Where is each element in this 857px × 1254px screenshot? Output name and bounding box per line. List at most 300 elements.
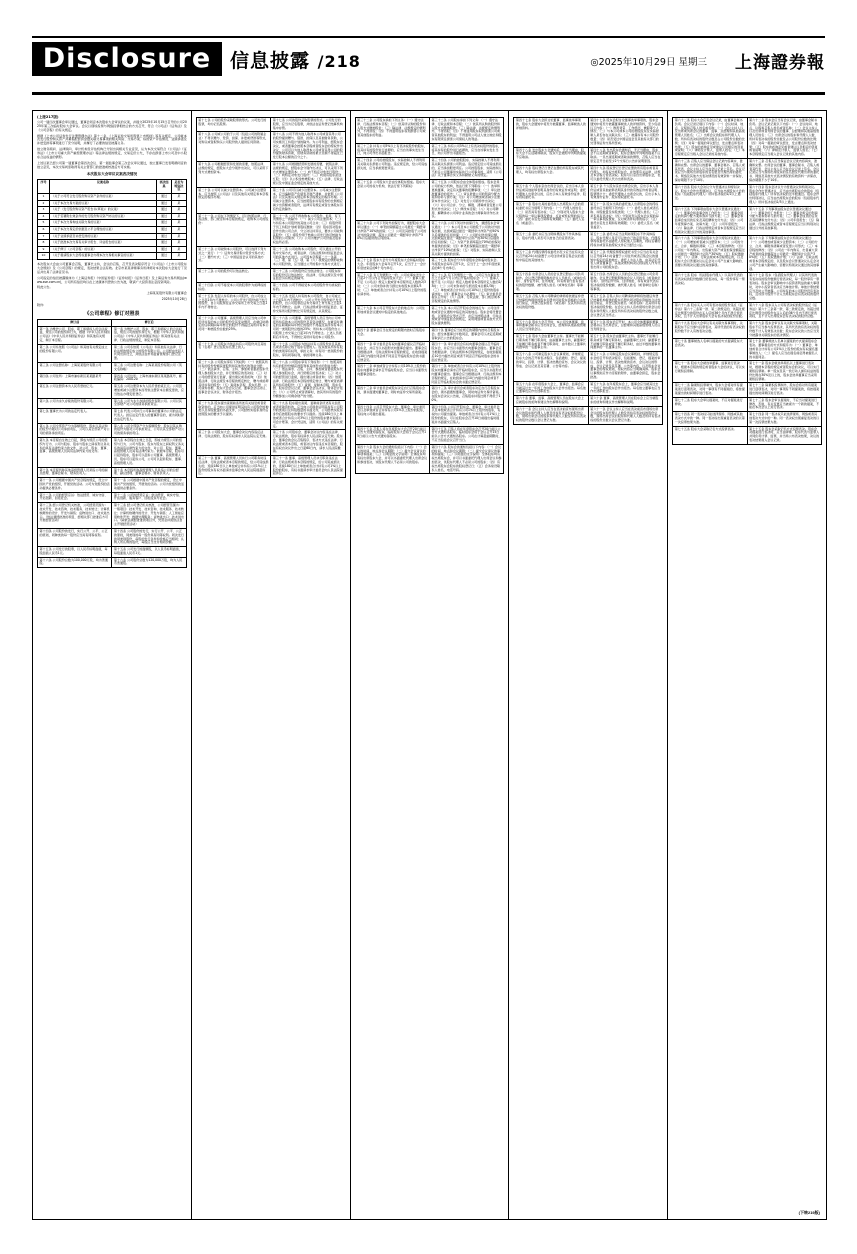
cell-after: 第三十九条 本公司召开股东会的地点为：公司住所地或者会议通知中指定的其他地点。股东会将设置会场，以现场会议形式召开，并应当按照法律、行政法规或者中国证监会的规定，采用网络或者其他方式为股东提供便利。	[429, 306, 503, 328]
cell-after: 第十一条 公司根据中国共产党章程的规定，设立中国共产党的组织，开展党的活动。公司为党组织的活动提供必要条件。	[112, 478, 186, 492]
cell-before: 第二十三条 公司的股份可以依法转让。	[196, 268, 270, 282]
table-row	[673, 206, 822, 236]
table-row	[196, 359, 345, 400]
table-row	[38, 503, 187, 529]
cell-after: 第三十条 公司股东会、董事会决议内容违反法律、行政法规的，股东有权请求人民法院认定无效。股东会、董事会的会议召集程序、表决方式违反法律、行政法规或者本章程，或者决议内容违反本章程的，股东有权自决议作出之日起60日内，请求人民法院撤销。	[271, 430, 345, 456]
cell-after: 第四条 公司住所：上海市浦东新区某某路某号，邮政编码：200120	[112, 373, 186, 384]
table-row	[355, 426, 504, 444]
table-row	[38, 207, 187, 214]
cell-after: 第五十九条 在年度股东会上，董事会应当就其过去一年的工作向股东会作出报告。每名独立董事也应当作出述职报告。	[588, 381, 662, 395]
cell-before: 第二十二条 公司收购本公司股份，可以选择下列方式之一进行：（一）证券交易所集中竞价交易方式；（二）要约方式；（三）中国证监会认可的其他方式。	[196, 246, 270, 268]
column-2	[191, 111, 350, 1219]
cell-after: 第六十三条 召集人应当保证会议记录内容真实、准确和完整。出席会议的董事、董事会秘书、召集人或者其代表、会议主持人应当在会议记录上签名。会议记录应当与现场出席股东的签名册及代理出席的委托书、网络及其他方式表决情况的有效资料一并保存，保存期限不少于10年。	[747, 158, 821, 184]
table-row	[355, 328, 504, 342]
cell-before: 第四十条 董事会应当在规定的期限内按时召集股东大会。	[355, 328, 429, 342]
table-row	[196, 161, 345, 187]
cell-before: 第六十七条 股东（包括股东代理人）以其所代表的有表决权的股份数额行使表决权，每一股份享有一票表决权。	[673, 273, 747, 303]
cell-after: 第六十九条 股东会审议有关关联交易事项时，关联股东不应当参与投票表决，其所代表的有表决权的股份数不计入有效表决总数；股东会决议的公告应当充分披露非关联股东的表决情况。	[747, 321, 821, 339]
table-row	[355, 342, 504, 364]
table-row	[673, 397, 822, 411]
cell-after: 第五十七条 股东会由董事长主持。董事长不能履行职务或者不履行职务时，由副董事长主持；副董事长不能履行职务或者不履行职务时，由过半数的董事共同推举的一名董事主持。	[588, 334, 662, 352]
lead-paragraph: 公司一届四次董事会审议通过，董事会同意本次股东大会审议的议案，并提交2025年10月15日召开的公司2025年第三次临时股东大会审议。会议以现场投票与网络投票相结合的方式召开，符合《公司法》《证券法》及《公司章程》的有关规定。	[37, 119, 187, 132]
cell-after: 第三十七条 股东会分为年度股东会和临时股东会。年度股东会每年召开1次，应当于上一会计年度结束后的6个月内举行。	[429, 258, 503, 272]
cell-after: 第五十二条 委托书应当注明如果股东不作具体指示，股东代理人是否可以按自己的意思表决。代理投票授权委托书由委托人授权他人签署的，授权签署的授权书或者其他授权文件应当经过公证。	[588, 231, 662, 249]
cell-after: 第三十八条 有下列情形之一的，公司应当在事实发生之日起2个月以内召开临时股东会：（一）董事人数不足《公司法》规定人数或者本章程所定人数的2/3时；（二）公司未弥补的亏损达股本总额1/3时；（三）单独或者合计持有公司10%以上股份的股东请求时；（四）董事会认为必要时；（五）审计委员会提议召开时；（六）法律、行政法规、部门规章或本章程规定的其他情形。	[429, 272, 503, 305]
cell-before: 第十一条 公司根据中国共产党章程的规定，设立中国共产党的组织，开展党的活动。公司为党组织的活动提供必要条件。	[38, 478, 112, 492]
cell-before: 第六十条 董事、监事、高级管理人员在股东大会上应就股东的质询和建议作出解释和说明。	[514, 396, 588, 407]
cell-after: 第六十七条 股东（包括股东代理人）以其所代表的有表决权的股份数额行使表决权，每一股份享有一票表决权。股东会审议影响中小投资者利益的重大事项时，对中小投资者表决应当单独计票。单独计票结果应当及时公开披露。公司持有的本公司股份没有表决权，且该部分股份不计入出席股东会有表决权的股份总数。	[747, 273, 821, 303]
table-row	[38, 409, 187, 423]
table-row	[38, 363, 187, 374]
table-row	[673, 184, 822, 206]
table-row	[38, 492, 187, 503]
cell-after: 第四十一条 审计委员会有权向董事会提议召开临时股东会，并应当以书面形式向董事会提出。董事会应当根据法律、行政法规和本章程的规定，在收到提案后10日内提出同意或者不同意召开临时股东会的书面反馈意见。	[429, 342, 503, 364]
table-row	[38, 226, 187, 233]
cell-after: 第二十一条 公司不得收购本公司股份。但是，有下列情形之一的除外：（一）减少公司注册资本；（二）与持有本公司股份的其他公司合并；（三）将股份用于员工持股计划或者股权激励；（四）股东因对股东会作出的公司合并、分立决议持异议，要求公司收购其股份；（五）将股份用于转换公司发行的可转换为股票的公司债券；（六）公司为维护公司价值及股东权益所必需。	[271, 213, 345, 246]
vote-result-table	[37, 179, 187, 260]
cell-proposal: 《关于本次交易构成关联交易的议案》	[49, 220, 156, 227]
vote-table-title: 本次股东大会审议议案表决情况	[86, 171, 138, 176]
cell-index: 4	[38, 213, 50, 220]
cell-after: 第七十五条 股东会采取记名方式投票表决。股东会对提案进行表决时，应当由律师、股东代表与监票人共同负责计票、监票，并当场公布表决结果，决议的表决结果载入会议记录。	[747, 426, 821, 444]
table-row	[355, 306, 504, 328]
cell-after: 第四十五条 召集人将在年度股东会召开20日前以公告方式通知各股东，临时股东会将于会议召开15日前以公告方式通知各股东。公司在计算起始期限时，不应当包括会议召开当日。	[429, 426, 503, 444]
cell-after: 第三十三条 持有公司5%以上有表决权股份的股东，将其持有的股份进行质押的，应当自该事实发生当日，向公司作出书面报告。	[429, 143, 503, 157]
table-row	[673, 158, 822, 184]
page-number: /218	[317, 52, 361, 71]
cell-result: 通过	[157, 226, 172, 233]
cell-before: 第四十八条 发出股东大会通知后，无正当理由，股东大会不应延期或取消，股东大会通知中列明的提案不应取消。	[514, 147, 588, 165]
cell-before: 第四十七条 股东大会拟讨论董事、监事选举事项的，股东大会通知中将充分披露董事、监事候选人的详细资料。	[514, 118, 588, 148]
cell-before: 第五十五条 召集人和公司聘请的律师将依据证券登记结算机构提供的股东名册共同对股东资格的合法性进行验证，并登记股东姓名（或名称）及其所持有表决权的股份数。	[514, 293, 588, 319]
cell-after: 第四十四条 公司召开股东会，董事会、审计委员会以及单独或者合计持有公司1%以上股份的股东，有权向公司提出提案。单独或者合计持有公司1%以上股份的股东，可以在股东会召开10日前提出临时提案并书面提交召集人。	[429, 404, 503, 426]
cell-result: 通过	[157, 233, 172, 240]
cell-before: 第十七条 公司的股份采取股票的形式。公司发行的股票，均为记名股票。	[196, 118, 270, 132]
cell-before: 第二十四条 公司不接受本公司的股票作为质押权的标的。	[196, 283, 270, 294]
cell-after: 第四十七条 股东会拟讨论董事选举事项的，股东会通知中将充分披露董事候选人的详细资料，至少包括以下内容：（一）教育背景、工作经历、兼职等个人情况；（二）与本公司或本公司的控股股东及实际控制人是否存在关联关系；（三）披露持有本公司股份数量；（四）是否受过中国证监会及其他有关部门的处罚和证券交易所惩戒。	[588, 118, 662, 148]
cell-special: 是	[171, 226, 186, 233]
table-row	[38, 437, 187, 467]
table-row	[673, 236, 822, 273]
cell-before: 第五十六条 股东大会召开时，本公司全体董事、监事和董事会秘书应当出席会议，经理和其他高级管理人员应当列席会议。	[514, 319, 588, 333]
cell-before: 第六十八条 股东买入公司有表决权的股份违反《证券法》第六十三条第一款、第二款规定的，该超过规定比例部分的股份在买入后的36个月内不得行使表决权，且不计入出席股东大会有表决权的股份总数。	[673, 303, 747, 321]
cell-before: 第二十五条 发起人持有的本公司股份，自公司成立之日起1年内不得转让。公司公开发行股份前已发行的股份，自公司股票在证券交易所上市交易之日起1年内不得转让。	[196, 293, 270, 315]
table-row	[38, 344, 187, 362]
cell-result: 通过	[157, 207, 172, 214]
cell-before: 第四条 公司住所：上海市浦东新区某某路某号	[38, 373, 112, 384]
column-1	[33, 111, 191, 1219]
cell-before: 第七条 董事长为公司的法定代表人。	[38, 409, 112, 423]
table-row	[38, 326, 187, 344]
column-3	[350, 111, 509, 1219]
table-header-row	[38, 180, 187, 194]
cell-after: 第十四条 公司股份的发行，实行公开、公平、公正的原则，同类别的每一股份具有同等权利。同次发行的同类别股份，每股的发行条件和价格应当相同；认购人所认购的股份，每股应当支付相同价额。	[112, 528, 186, 546]
cell-before: 第五十七条 股东大会由董事长主持。董事长不能履行职务或不履行职务时，由副董事长主持，副董事长不能履行职务或者不履行职务时，由半数以上董事共同推举的一名董事主持。	[514, 334, 588, 352]
cell-before: 第三十五条 公司股东大会由全体股东组成。股东大会是公司的权力机构，依法行使下列职权：	[355, 180, 429, 221]
cell-result: 通过	[157, 246, 172, 253]
table-row	[514, 271, 663, 293]
table-row	[673, 426, 822, 444]
sign-company: 上海某某股份有限公司董事会	[146, 291, 187, 296]
table-row	[38, 253, 187, 260]
table-row	[196, 187, 345, 213]
cell-after: 第三十一条 董事、高级管理人员执行职务违反法律、行政法规或者本章程的规定，给公司造成损失的，连续180日以上单独或者合计持有公司1%以上股份的股东，有权书面请求审计委员会向人民法院提起诉讼。	[271, 456, 345, 478]
table-row	[38, 240, 187, 247]
cell-proposal: 《关于本次交易定价依据及公平合理性的议案》	[49, 226, 156, 233]
cell-result: 通过	[157, 213, 172, 220]
cell-after: 第二条 公司系依照《公司法》和其他有关法律、行政法规的规定成立的股份有限公司。公司经由发起人共同出资设立，并依法在市场监督管理部门登记注册。	[112, 344, 186, 362]
cell-proposal: 《关于修订〈公司章程〉的议案》	[49, 246, 156, 253]
cell-before: 第七十一条 股东大会就选举董事、监事进行表决时，根据本章程的规定或者股东大会的决议，可以实行累积投票制。	[673, 361, 747, 383]
table-row	[38, 557, 187, 568]
cell-before: 第七十条 董事候选人名单以提案的方式提请股东大会表决。	[673, 339, 747, 361]
table-row	[355, 158, 504, 180]
table-row	[196, 213, 345, 246]
table-row	[196, 268, 345, 282]
cell-before: 第十二条 公司的经营宗旨：依法经营、诚实守信、开拓创新、回报社会。	[38, 492, 112, 503]
column-4	[508, 111, 667, 1219]
cell-before: 第六十四条 股东大会决议分为普通决议和特别决议。股东大会作出普通决议，应当由出席股东大会的股东（包括股东代理人）所持表决权的1/2以上通过。	[673, 184, 747, 206]
col-header-proposal: 议案名称	[49, 180, 156, 194]
closing-paragraph: 公司指定的信息披露媒体为《上海证券报》《中国证券报》《证券时报》《证券日报》及上海证券交易所网站(www.sse.com.cn)，公司所有信息均以在上述媒体刊登的公告为准，敬请广大投资者注意投资风险。	[37, 275, 187, 284]
column-5	[667, 111, 826, 1219]
cell-before: 第五十一条 股东出具的委托他人出席股东大会的授权委托书应当载明下列内容：（一）代理人的姓名；（二）是否具有表决权；（三）分别对列入股东大会议程的每一审议事项投赞成、反对或弃权票的指示；（四）委托书签发日期和有效期限；（五）委托人签名（或盖章）。	[514, 202, 588, 232]
table-row	[196, 246, 345, 268]
table-row	[514, 183, 663, 201]
cell-after: 第五十八条 公司制定股东会议事规则，详细规定股东会的召开和表决程序，包括通知、登记、提案的审议、投票、计票、表决结果的宣布、会议决议的形成、会议记录及其签署、公告等内容，以及股东会对董事会的授权原则，授权内容应当明确具体。股东会议事规则应作为章程的附件，由董事会拟定，股东会批准。	[588, 352, 662, 382]
table-row	[673, 321, 822, 339]
sign-line: 特此公告。	[37, 285, 53, 290]
cell-special: 是	[171, 213, 186, 220]
cell-special: 是	[171, 240, 186, 247]
table-row	[673, 339, 822, 361]
cell-after: 第四十三条 审计委员会或者股东决定自行召集股东会的，须书面通知董事会，同时向证券交易所备案。在股东会决议公告前，召集股东持股比例不得低于10%。	[429, 386, 503, 404]
table-row	[196, 283, 345, 294]
cell-index: 5	[38, 220, 50, 227]
cell-after: 第七十四条 同一表决权只能选择现场、网络或者其他表决方式中的一种。同一表决权出现重复表决的以第一次投票结果为准。	[747, 412, 821, 426]
cell-after: 第五条 公司注册资本为人民币壹拾贰亿元。公司因增加或减少注册资本而导致注册资本总额变更的，应当依法办理变更登记。	[112, 384, 186, 398]
content-frame	[32, 110, 827, 1220]
cell-special: 是	[171, 193, 186, 200]
cell-before: 第五十八条 公司制定股东大会议事规则，详细规定股东大会的召开和表决程序，包括通知、登记、提案的审议、投票、计票、表决结果的宣布、会议决议的形成、会议记录及其签署、公告等内容。	[514, 352, 588, 382]
table-row	[355, 386, 504, 404]
cell-before: 第十八条 公司或公司的子公司（包括公司的附属企业）不得以赠与、垫资、担保、补偿或贷款等形式，对购买或者拟购买公司股份的人提供任何资助。	[196, 132, 270, 162]
continued-to-label: (下转219版)	[798, 1210, 820, 1215]
cell-index: 7	[38, 233, 50, 240]
table-row	[355, 143, 504, 157]
table-row	[514, 396, 663, 407]
cell-before: 第四十四条 公司召开股东大会，董事会、审计委员会以及单独或者合并持有公司1%以上股份的股东，有权向公司提出提案。	[355, 404, 429, 426]
col-header-after: 修订后	[112, 320, 186, 327]
table-row	[673, 273, 822, 303]
cell-before: 第二十九条 股东提出查阅前条所述有关信息或者索取资料的，应当向公司提供证明其持有公司股份的种类以及持股数量的书面文件，公司经核实股东身份后按照股东的要求予以提供。	[196, 400, 270, 430]
cell-after: 第六十条 董事、高级管理人员在股东会上应当就股东的质询和建议作出解释和说明。	[588, 396, 662, 407]
cell-after: 第十二条 公司的经营宗旨：依法经营、诚实守信、开拓创新、服务客户、回报股东与社会。	[112, 492, 186, 503]
table-row	[514, 147, 663, 165]
cell-after: 第四十九条 股权登记日登记在册的所有股东或者其代理人，均有权出席股东会，并依照有关法律、法规及本章程行使表决权。股东可以亲自出席股东会，也可以委托代理人代为出席和表决。	[588, 165, 662, 183]
cell-index: 1	[38, 193, 50, 200]
articles-comparison-table-cont-3	[513, 117, 663, 425]
cell-after: 第三十五条 公司股东会由全体股东组成。股东会是公司的权力机构，依法行使下列职权：（一）选举和更换董事，决定有关董事的报酬事项；（二）审议批准董事会的报告；（三）审议批准公司的利润分配方案和弥补亏损方案；（四）对公司增加或者减少注册资本作出决议；（五）对发行公司债券作出决议；（六）对公司合并、分立、解散、清算或者变更公司形式作出决议；（七）修改本章程；（八）对公司聘用、解聘承办公司审计业务的会计师事务所作出决议。	[429, 180, 503, 221]
cell-before: 第六条 公司为永久存续的股份有限公司。	[38, 398, 112, 409]
cell-result: 通过	[157, 253, 172, 260]
table-row	[355, 221, 504, 258]
cell-before: 第十九条 公司根据经营和发展的需要，依照法律、法规的规定，经股东大会分别作出决议，可以采用下列方式增加资本。	[196, 161, 270, 187]
cell-special: 是	[171, 220, 186, 227]
disclosure-logo: Disclosure	[32, 42, 222, 76]
cell-before: 第三十二条 公司股东承担下列义务：（一）遵守法律、行政法规和本章程；（二）依其所认购的股份和入股方式缴纳股金；（三）除法律、法规规定的情形外，不得退股；（四）不得滥用股东权利损害公司或者其他股东的利益。	[355, 118, 429, 144]
cell-before: 第五十九条 在年度股东大会上，董事会、监事会应当就其过去一年的工作向股东大会作出报告。每名独立董事也应作出述职报告。	[514, 381, 588, 395]
cell-proposal: 《关于本次交易方案的议案》	[49, 200, 156, 207]
cell-before: 第九条 本章程自生效之日起，即成为规范公司的组织与行为、公司与股东、股东与股东之间权利义务关系的具有法律约束力的文件，对公司、股东、董事、监事、高级管理人员具有法律约束力的文件。	[38, 437, 112, 467]
cell-after: 第六十四条 股东会决议分为普通决议和特别决议。股东会作出普通决议，应当由出席股东会的股东（包括股东代理人）所持表决权的过半数通过。股东会作出特别决议，应当由出席股东会的股东（包括股东代理人）所持表决权的2/3以上通过。	[747, 184, 821, 206]
cell-index: 6	[38, 226, 50, 233]
cell-after: 第二十四条 公司不得接受本公司的股份作为质权的标的。	[271, 283, 345, 294]
cell-after: 第二十八条 公司股东享有下列权利：（一）依照其所持有的股份份额获得股利和其他形式的利益分配；（二）依法请求、召集、主持、参加或者委派股东代理人参加股东会，并行使相应的表决权；（三）对公司的经营进行监督，提出建议或者质询；（四）依照法律、行政法规及本章程的规定转让、赠与或者质押其所持有的股份；（五）查阅、复制本章程、股东名册、股东会会议记录、董事会会议决议、财务会计报告；（六）公司终止或者清算时，按其所持有的股份份额参加公司剩余财产的分配。	[271, 359, 345, 400]
cell-after: 第二十六条 公司董事、高级管理人员应当向公司申报所持有的本公司的股份及其变动情况，在就任时确定的任职期间每年转让的股份不得超过其所持有本公司同一类别股份总数的25%；所持本公司股份自公司股票上市交易之日起1年内不得转让。上述人员离职后半年内，不得转让其所持有的本公司股份。	[271, 315, 345, 341]
table-row	[196, 293, 345, 315]
cell-before: 第十三条 经公司登记机关核准，公司经营范围为：技术开发、技术咨询、技术服务、技术转让；计算机软硬件的设计、开发与销售；货物进出口、技术进出口。（依法须经批准的项目，经相关部门批准后方可开展经营活动）	[38, 503, 112, 529]
cell-after: 第五十三条 代理投票授权委托书至少应当在有关会议召开前24小时备置于公司住所或者召集会议的通知中指定的其他地方。委托人为法人的，由其法定代表人或者董事会、其他决策机构决议授权的人作为代表出席公司的股东会。	[588, 249, 662, 271]
cell-before: 第二十七条 公司股东为依法持有公司股份并且其姓名（名称）登记在股东名册上的人。	[196, 341, 270, 359]
cell-before: 第六十六条 下列事项由股东大会以特别决议通过：（一）公司增加或者减少注册资本；（二）公司的分立、合并、解散和清算；（三）本章程的修改；（四）公司在一年内购买、出售重大资产或者担保金额超过公司最近一期经审计总资产30%的；（五）股权激励计划；（六）法律、行政法规或本章程规定的，以及股东大会以普通决议认定会对公司产生重大影响的、需要以特别决议通过的其他事项。	[673, 236, 747, 273]
cell-after: 第十条 本章程所称高级管理人员是指公司的总经理、副总经理、董事会秘书、财务负责人。	[112, 467, 186, 478]
cell-after: 第二十二条 公司收购本公司股份，可以通过公开的集中交易方式，或者法律、行政法规和中国证监会认可的其他方式进行。公司因本章程第二十一条第（三）项、第（五）项、第（六）项规定的情形收购本公司股份的，应当通过公开的集中交易方式进行。	[271, 246, 345, 268]
cell-after: 第六十八条 股东买入公司有表决权的股份违反《证券法》第六十三条第一款、第二款规定的，该超过规定比例部分的股份在买入后的36个月内不得行使表决权，且不计入出席股东会有表决权的股份总数。	[747, 303, 821, 321]
dateline: ◎2025年10月29日 星期三	[590, 57, 707, 68]
cell-after: 第七十一条 股东会就选举两名以上董事进行表决时，根据本章程的规定或者股东会的决议，可以实行累积投票制。单一股东及其一致行动人拥有权益的股份比例在30%及以上的，股东会选举董事应当采用累积投票制。	[747, 361, 821, 383]
table-row	[514, 231, 663, 249]
paper-name: 上海證券報	[735, 53, 825, 73]
col-header-result: 表决结果	[157, 180, 172, 194]
cell-before: 第三十七条 股东大会分为年度股东大会和临时股东大会。年度股东大会每年召开1次，应当于上一会计年度结束后的6个月内举行。	[355, 258, 429, 272]
cell-before: 第四十一条 审计委员会有权向董事会提议召开临时股东会，并应当以书面形式向董事会提出。董事会应当根据法律、行政法规和本章程的规定，在收到提案后10日内提出同意或不同意召开临时股东会的书面反馈意见。	[355, 342, 429, 364]
cell-before: 第五十二条 委托书应当注明如果股东不作具体指示，股东代理人是否可以按自己的意思表决。	[514, 231, 588, 249]
cell-special: 是	[171, 253, 186, 260]
table-row	[38, 398, 187, 409]
table-row	[673, 361, 822, 383]
cell-after: 第五十五条 召集人和公司聘请的律师将依据证券登记结算机构提供的股东名册共同对股东资格的合法性进行验证，并登记股东姓名（或者名称）及其所持有表决权的股份数。在会议主持人宣布现场出席会议的股东和代理人人数及所持有表决权的股份总数之前，会议登记应当终止。	[588, 293, 662, 319]
table-row	[673, 383, 822, 397]
cell-before: 第五条 公司注册资本为人民币壹拾亿元。	[38, 384, 112, 398]
cell-after: 第三条 公司注册名称：上海某某股份有限公司（英文名称略）	[112, 363, 186, 374]
table-row	[355, 364, 504, 386]
cell-proposal: 《关于提请股东大会授权董事会办理本次交易相关事宜的议案》	[49, 253, 156, 260]
table-row	[38, 478, 187, 492]
cell-before: 第三条 公司注册名称：上海某某股份有限公司	[38, 363, 112, 374]
cell-after: 第十八条 公司不得为他人取得本公司或者其母公司的股份提供赠与、借款、担保以及其他财务资助，公司实施员工持股计划的除外。为公司利益，经股东会决议，或者董事会按照本章程或者股东会的授权作出决议，公司可以为他人取得本公司或者其母公司的股份提供财务资助，但财务资助的累计总额不得超过已发行股本总额的百分之十。	[271, 132, 345, 162]
table-row	[355, 258, 504, 272]
cell-before: 第三十六条 公司下列对外担保行为，须经股东大会审议通过：（一）单笔担保额超过公司最近一期经审计净资产10%的担保；（二）公司及其控股子公司的对外担保总额，超过公司最近一期经审计净资产50%以后提供的任何担保。	[355, 221, 429, 258]
cell-after: 第五十六条 股东会召开时，本公司全体董事和董事会秘书应当出席会议，总经理和其他高级管理人员应当列席会议。	[588, 319, 662, 333]
cell-before: 第五十条 个人股东亲自出席会议的，应出示本人身份证或其他能够表明其身份的有效证件或证明；委托代理他人出席会议的，应出示本人有效身份证件、股东授权委托书。	[514, 183, 588, 201]
cell-result: 通过	[157, 220, 172, 227]
cell-after: 第二十七条 公司股东为依法持有公司股份并且其姓名或者名称记载于股东名册的人。股东按其所持有股份的类别享有权利，承担义务；持有同一类别股份的股东，享有同等权利，承担同种义务。	[271, 341, 345, 359]
cell-before: 第七十三条 股东大会审议提案时，不应对提案进行修改。	[673, 397, 747, 411]
cell-after: 第十七条 公司的股份采取股票的形式。公司发行的股票，应当为记名股票，并依法在证券登记结算机构集中存管。	[271, 118, 345, 132]
cell-after: 第二十条 公司可以减少注册资本。公司减少注册资本，应当编制资产负债表及财产清单，并依照《公司法》以及其他有关规定和本章程规定的程序办理。公司减少注册资本，应当按照股东持有股份的比例相应减少出资额或者股份，法律另有规定或者全体股东另有约定的除外。	[271, 187, 345, 213]
col-header-special: 是否为特别决议	[171, 180, 186, 194]
table-row	[514, 249, 663, 271]
cell-index: 2	[38, 200, 50, 207]
cell-before: 第四十三条 审计委员会或股东决定自行召集股东会的，须书面通知董事会，同时向证券交易所备案。	[355, 386, 429, 404]
cell-after: 第二十五条 发起人持有的本公司股份，自公司成立之日起1年内不得转让。公司公开发行股份前已发行的股份，自公司股票在证券交易所上市交易之日起1年内不得转让。法律、行政法规或者中国证监会、证券交易所对股份转让另有规定的，从其规定。	[271, 293, 345, 315]
table-row	[673, 118, 822, 159]
cell-before: 第八条 公司全部资产分为等额股份，股东以其认购的股份为限对公司承担责任，公司以其全部资产对公司的债务承担责任。	[38, 423, 112, 437]
table-row	[514, 334, 663, 352]
cell-before: 第十六条 公司股份总数为100,000万股，均为普通股。	[38, 557, 112, 568]
table-row	[196, 400, 345, 430]
table-row	[514, 202, 663, 232]
articles-comparison-table-cont-1	[196, 117, 346, 478]
cell-after: 第一条 为维护公司、股东、职工和债权人的合法权益，规范公司的组织和行为，根据《中华人民共和国公司法》《中华人民共和国证券法》和其他有关法律、行政法规的规定，制定本章程。	[112, 326, 186, 344]
cell-before: 第四十六条 股东大会的通知包括以下内容：（一）会议的时间、地点和会议期限；（二）提交会议审议的事项和提案；（三）以明显的文字说明：全体股东均有权出席股东大会，并可以书面委托代理人出席会议和参加表决，该股东代理人不必是公司的股东。	[355, 444, 429, 474]
cell-after: 第七十三条 股东会审议提案时，不应当对提案进行修改，否则，有关变更应当被视为一个新的提案，不能在本次会议上进行表决。	[747, 397, 821, 411]
cell-before: 第七十四条 同一表决权只能选择现场、网络或其他表决方式中的一种。同一表决权出现重复表决的以第一次投票结果为准。	[673, 412, 747, 426]
continued-from-label: (上接217版)	[37, 115, 59, 119]
table-row	[673, 412, 822, 426]
cell-before: 第四十五条 召集人将在年度股东大会召开20日前以公告方式通知各股东，临时股东大会将于会议召开15日前以公告方式通知各股东。	[355, 426, 429, 444]
cell-before: 第三十四条 公司的控股股东、实际控制人不得利用其关联关系损害公司利益。违反规定的，给公司造成损失的，应当承担赔偿责任。	[355, 158, 429, 180]
cell-before: 第七十五条 股东大会采取记名方式投票表决。	[673, 426, 747, 444]
table-row	[196, 118, 345, 132]
col-header-index: 序号	[38, 180, 50, 194]
cell-after: 第六十五条 下列事项由股东会以普通决议通过：（一）董事会的工作报告；（二）董事会拟定的利润分配方案和弥补亏损方案；（三）董事会成员的任免及其报酬和支付方法；（四）公司年度报告；（五）除法律、行政法规规定或者本章程规定应当以特别决议通过以外的其他事项。	[747, 206, 821, 236]
cell-before: 第十五条 公司发行的股票，以人民币标明面值，每股面值人民币1元。	[38, 547, 112, 558]
cell-special: 是	[171, 200, 186, 207]
table-row	[196, 456, 345, 478]
cell-before: 第二十六条 公司董事、高级管理人员应当向公司申报所持有的本公司的股份及其变动情况，在就任时确定的任职期间每年转让的股份不得超过其所持有本公司同一种类股份总数的25%。	[196, 315, 270, 341]
cell-after: 第五十四条 出席会议人员的会议登记册由公司负责制作。会议登记册载明参加会议人员姓名（或者单位名称）、身份证件号码、住所地址、持有或者代表有表决权的股份数额、被代理人姓名（或者单位名称）等事项。	[588, 271, 662, 293]
cell-after: 第十六条 公司股份总数为120,000万股，均为人民币普通股。	[112, 557, 186, 568]
table-row	[38, 246, 187, 253]
cell-before: 第二十条 公司可以减少注册资本。公司减少注册资本，应当按照《公司法》以及其他有关规定和本章程规定的程序办理。	[196, 187, 270, 213]
cell-after: 第十九条 公司根据经营和发展的需要，依照法律、法规的规定，经股东会分别作出决议，可以采用下列方式增加注册资本：（一）向不特定对象发行股份；（二）向特定对象发行股份；（三）向现有股东派送红股；（四）以公积金转增股本；（五）法律、行政法规以及中国证监会规定的其他方式。	[271, 161, 345, 187]
table-row	[38, 467, 187, 478]
cell-result: 通过	[157, 200, 172, 207]
cell-before: 第六十三条 召集人应当保证会议记录内容真实、准确和完整。出席会议的董事、董事会秘书、召集人或其代表、会议主持人应当在会议记录上签名。会议记录应当与现场出席股东的签名册及代理出席的委托书、网络及其他方式表决情况的有效资料一并保存，保存期限不少于10年。	[673, 158, 747, 184]
column-container	[33, 111, 826, 1219]
table-row	[38, 200, 187, 207]
cell-after: 第七十条 董事候选人名单以提案的方式提请股东会表决。董事提名的方式和程序为：（一）董事会、单独或者合计持有公司1%以上股份的股东有权提名董事候选人；（二）提名人应当在提名前征得被提名人的书面同意。	[747, 339, 821, 361]
cell-before: 第四十二条 单独或者合计持有公司10%以上股份的股东向董事会请求召开临时股东会，应当以书面形式向董事会提出。	[355, 364, 429, 386]
cell-proposal: 《关于业绩承诺及补偿安排的议案》	[49, 233, 156, 240]
cell-after: 第五十一条 股东出具的委托他人出席股东会的授权委托书应当载明下列内容：（一）委托人姓名或者名称、持股数量及持股类别；（二）代理人姓名；（三）是否具有表决权；（四）分别对列入股东会议程的每一审议事项投赞成、反对或者弃权票的指示；（五）委托书签发日期和有效期限；（六）委托人签名（或者盖章）。	[588, 202, 662, 232]
cell-before: 第六十二条 股东大会应有会议记录，由董事会秘书负责。会议记录记载以下内容：（一）会议时间、地点、议程和召集人姓名或名称；（二）会议主持人以及出席或列席会议的董事、监事、总经理和其他高级管理人员姓名；（三）出席会议的股东和代理人人数、所持有表决权的股份总数及占公司股份总数的比例；（四）对每一提案的审议经过、发言要点和表决结果；（五）股东的质询意见或建议以及相应的答复或说明；（六）律师及计票人、监票人姓名；（七）本章程规定应当载入会议记录的其他内容。	[673, 118, 747, 159]
cell-index: 9	[38, 246, 50, 253]
cell-after: 第三十四条 公司的控股股东、实际控制人不得利用其关联关系损害公司利益。违反规定给公司造成损失的，应当承担赔偿责任。公司控股股东、实际控制人不担任公司董事但实际执行公司事务的，适用《公司法》关于董事忠实义务和勤勉义务的规定。	[429, 158, 503, 180]
masthead-top-rule	[32, 36, 825, 38]
cell-after: 第四十二条 单独或者合计持有公司10%以上股份的股东向董事会请求召开临时股东会，应当以书面形式向董事会提出。董事会应当根据法律、行政法规和本章程的规定，在收到请求后10日内提出同意或者不同意召开临时股东会的书面反馈意见。	[429, 364, 503, 386]
table-row	[38, 213, 187, 220]
cell-special: 是	[171, 246, 186, 253]
articles-doc-title: 《公司章程》修订对照表	[84, 311, 140, 318]
table-row	[196, 132, 345, 162]
cell-after: 第四十六条 股东会的通知包括以下内容：（一）会议的时间、地点和会议期限；（二）提交会议审议的事项和提案；（三）以明显的文字说明：全体股东均有权出席股东会，并可以书面委托代理人出席会议和参加表决，该股东代理人不必是公司的股东；（四）有权出席股东会股东的股权登记日；（五）会务常设联系人姓名，电话号码。	[429, 444, 503, 474]
cell-before: 第七十二条 除累积投票制外，股东大会将对所有提案进行逐项表决，对同一事项有不同提案的，将按提案提出的时间顺序进行表决。	[673, 383, 747, 397]
sign-date: 2025年10月28日	[161, 297, 187, 302]
table-row	[38, 528, 187, 546]
cell-result: 通过	[157, 240, 172, 247]
cell-before: 第三十一条 董事、高级管理人员执行公司职务时违反法律、行政法规或者本章程的规定，给公司造成损失的，连续180日以上单独或合并持有公司1%以上股份的股东有权书面请求监事会向人民法院提起诉讼。	[196, 456, 270, 478]
cell-before: 第二十一条 公司在下列情况下，可以依照法律、行政法规、部门规章和本章程的规定，收购本公司的股份：	[196, 213, 270, 246]
cell-index: 8	[38, 240, 50, 247]
table-row	[355, 180, 504, 221]
section-title	[230, 46, 361, 73]
cell-before: 第三十三条 持有公司5%以上有表决权股份的股东，将其持有的股份进行质押的，应当自该事实发生当日，向公司作出书面报告。	[355, 143, 429, 157]
table-row	[38, 193, 187, 200]
cell-before: 第五十四条 出席会议人员的会议登记册由公司负责制作。会议登记册载明参加会议人员姓名（或单位名称）、身份证号码、住所地址、持有或者代表有表决权的股份数额、被代理人姓名（或单位名称）等事项。	[514, 271, 588, 293]
table-row	[38, 423, 187, 437]
lead-paragraph: 根据《上市公司证券发行注册管理办法》第十二条、《上海证券交易所股票上市规则》等有关规定，公司就本次发行股份购买资产并募集配套资金暨关联交易事项的相关风险、交易方案、标的资产评估情况、业绩承诺及补偿安排等事项进行了充分说明，并履行了必要的信息披露义务。	[37, 133, 187, 146]
cell-index: 3	[38, 207, 50, 214]
table-row	[38, 547, 187, 558]
cell-after: 第六十一条 会议主持人应当在表决前宣布现场出席会议的股东和代理人人数及所持有表决权的股份总数，现场出席会议的股东和代理人人数及所持有表决权的股份总数以会议登记为准。	[588, 406, 662, 424]
lead-paragraph: 独立财务顾问、法律顾问、审计机构及评估机构已分别出具相关专业意见，认为本次交易符合《公司法》《证券法》《上市公司重大资产重组管理办法》等法律法规的规定，交易定价公允，不存在损害上市公司及中小股东合法权益的情形。	[37, 147, 187, 160]
cell-after: 第七十二条 除累积投票制外，股东会将对所有提案进行逐项表决，对同一事项有不同提案的，将按提案提出的时间顺序进行表决。	[747, 383, 821, 397]
cell-before: 第十四条 公司股份的发行，实行公开、公平、公正的原则，同种类的每一股份应当具有同等权利。	[38, 528, 112, 546]
table-row	[355, 118, 504, 144]
cell-proposal: 《关于批准本次交易有关审计报告、评估报告的议案》	[49, 240, 156, 247]
cell-proposal: 《关于〈发行股份购买资产报告书(草案)〉的议案》	[49, 207, 156, 214]
table-row	[514, 352, 663, 382]
cell-before: 第二十八条 公司股东享有下列权利：（一）依照其所持有的股份份额获得股利和其他形式的利益分配；（二）依法请求、召集、主持、参加或者委派股东代理人参加股东大会，并行使相应的表决权；（三）对公司的经营进行监督，提出建议或者质询；（四）依照法律、行政法规及本章程的规定转让、赠与或质押其所持有的股份；（五）查阅本章程、股东名册、公司债券存根、股东大会会议记录、董事会会议决议、监事会会议决议、财务会计报告。	[196, 359, 270, 400]
cell-before: 第二条 公司系依照《公司法》和其他有关规定成立的股份有限公司。	[38, 344, 112, 362]
cell-after: 第六条 公司为永久存续的股份有限公司。公司以其全部财产对公司的债务承担责任。	[112, 398, 186, 409]
table-row	[673, 303, 822, 321]
cell-after: 第八条 公司全部资产分为等额股份，股东以其认购的股份为限对公司承担责任，公司以其全部财产对公司的债务承担责任。	[112, 423, 186, 437]
cell-before: 第六十一条 会议主持人应当在表决前宣布现场出席会议的股东和代理人人数及所持有表决权的股份总数，现场出席会议的股东和代理人人数及所持有表决权的股份总数以会议登记为准。	[514, 406, 588, 424]
cell-proposal: 《关于签署附生效条件的发行股份购买资产协议的议案》	[49, 213, 156, 220]
cell-before: 第五十三条 代理投票授权委托书至少应当在有关会议召开前24小时备置于公司住所或者召集会议的通知中指定的其他地方。	[514, 249, 588, 271]
cell-after: 第六十二条 股东会应当有会议记录，由董事会秘书负责。会议记录记载以下内容：（一）会议时间、地点、议程和召集人姓名或者名称；（二）会议主持人以及出席或者列席会议的董事、总经理和其他高级管理人员姓名；（三）出席会议的股东和代理人人数、所持有表决权的股份总数及占公司股份总数的比例；（四）对每一提案的审议经过、发言要点和表决结果；（五）股东的质询意见或者建议以及相应的答复或者说明；（六）律师及计票人、监票人姓名；（七）本章程规定应当载入会议记录的其他内容。	[747, 118, 821, 159]
cell-before: 第六十九条 股东大会审议有关关联交易事项时，关联股东不应当参与投票表决，其所代表的有表决权的股份数不计入有效表决总数。	[673, 321, 747, 339]
cell-after: 第四十八条 发出股东会通知后，无正当理由，股东会不应延期或者取消，股东会通知中列明的提案不应取消。一旦出现延期或者取消的情形，召集人应当在原定召开日前至少2个交易日公告并说明原因。	[588, 147, 662, 165]
cell-before: 第四十九条 股权登记日登记在册的所有股东或其代理人，均有权出席股东大会。	[514, 165, 588, 183]
cell-special: 是	[171, 207, 186, 214]
closing-paragraph: 本次股东大会由公司董事会召集，董事长主持，会议的召集、召开及表决程序符合《公司法》《上市公司股东大会规则》及《公司章程》的规定，表决结果合法有效。北京市某某律师事务所律师对本次股东大会进行了见证并出具了法律意见书。	[37, 261, 187, 274]
table-row	[38, 384, 187, 398]
table-row	[514, 118, 663, 148]
cell-after: 第十五条 公司发行的面额股，以人民币标明面值，每股面值人民币1元。	[112, 547, 186, 558]
cell-after: 第十三条 经公司登记机关核准，公司经营范围为：一般项目：技术开发、技术咨询、技术服务、技术转让；计算机软硬件的设计、开发与销售；人工智能应用软件开发；数据处理服务；货物进出口；技术进出口。（除依法须经批准的项目外，凭营业执照依法自主开展经营活动）	[112, 503, 186, 529]
section-title-cn: 信息披露	[230, 50, 311, 72]
masthead-bottom-rule	[32, 92, 825, 95]
cell-special: 是	[171, 233, 186, 240]
table-row	[514, 293, 663, 319]
table-row	[355, 404, 504, 426]
table-row	[196, 315, 345, 341]
col-header-before: 修订前	[38, 320, 112, 327]
table-row	[514, 381, 663, 395]
cell-before: 第三十八条 有下列情形之一的，公司在事实发生之日起2个月以内召开临时股东大会：（一）董事人数不足《公司法》规定人数或者本章程所定人数的2/3时；（二）公司未弥补的亏损达实收股本总额1/3时；（三）单独或者合计持有公司10%以上股份的股东请求时。	[355, 272, 429, 305]
table-row	[355, 272, 504, 305]
table-row	[355, 444, 504, 474]
lead-paragraph: 上述议案已经公司第一届董事会第四次会议、第一届监事会第三次会议审议通过，独立董事已发表明确同意的独立意见，本次交易尚需取得有关主管部门的批准或核准后方可实施。	[37, 160, 187, 169]
cell-after: 第二十三条 公司的股份应当依法转让。公司股东持有的股份可以依法转让，但法律、行政法规以及中国证监会另有规定的除外。	[271, 268, 345, 282]
cell-after: 第三十六条 公司下列对外担保行为，须经股东会审议通过：（一）本公司及本公司控股子公司的对外担保总额，达到或超过最近一期经审计净资产的50%以后提供的任何担保；（二）公司的对外担保总额，达到或超过最近一期经审计总资产的30%以后提供的任何担保；（三）为资产负债率超过70%的担保对象提供的担保；（四）单笔担保额超过最近一期经审计净资产10%的担保；（五）对股东、实际控制人及其关联方提供的担保。	[429, 221, 503, 258]
cell-before: 第十条 本章程所称其他高级管理人员是指公司的副总经理、董事会秘书、财务负责人。	[38, 467, 112, 478]
cell-after: 第四十条 董事会应当在规定的期限内按时召集股东会。经全体董事过半数同意，董事会可以决定延期或者取消已公告的股东会。	[429, 328, 503, 342]
cell-before: 第三十九条 本公司召开股东大会的地点为：公司住所地或者会议通知中指定的其他地点。	[355, 306, 429, 328]
table-header-row	[38, 320, 187, 327]
masthead	[32, 40, 825, 88]
cell-after: 第九条 本章程自生效之日起，即成为规范公司的组织与行为、公司与股东、股东与股东之间权利义务关系的具有法律约束力的文件，对公司、股东、董事、高级管理人员具有法律约束力。依据本章程，股东可以起诉股东，股东可以起诉公司董事、高级管理人员，股东可以起诉公司，公司可以起诉股东、董事、高级管理人员。	[112, 437, 186, 467]
cell-after: 第六十六条 下列事项由股东会以特别决议通过：（一）公司增加或者减少注册资本；（二）公司的分立、合并、解散和清算或者变更公司形式；（三）本章程的修改；（四）公司在一年内购买、出售重大资产或者担保金额超过公司最近一期经审计总资产30%的；（五）股权激励计划；（六）法律、行政法规或者本章程规定的，以及股东会以普通决议认定会对公司产生重大影响的、需要以特别决议通过的其他事项。	[747, 236, 821, 273]
articles-comparison-table	[37, 319, 187, 568]
cell-proposal: 《关于公司符合发行股份购买资产条件的议案》	[49, 193, 156, 200]
table-row	[196, 430, 345, 456]
